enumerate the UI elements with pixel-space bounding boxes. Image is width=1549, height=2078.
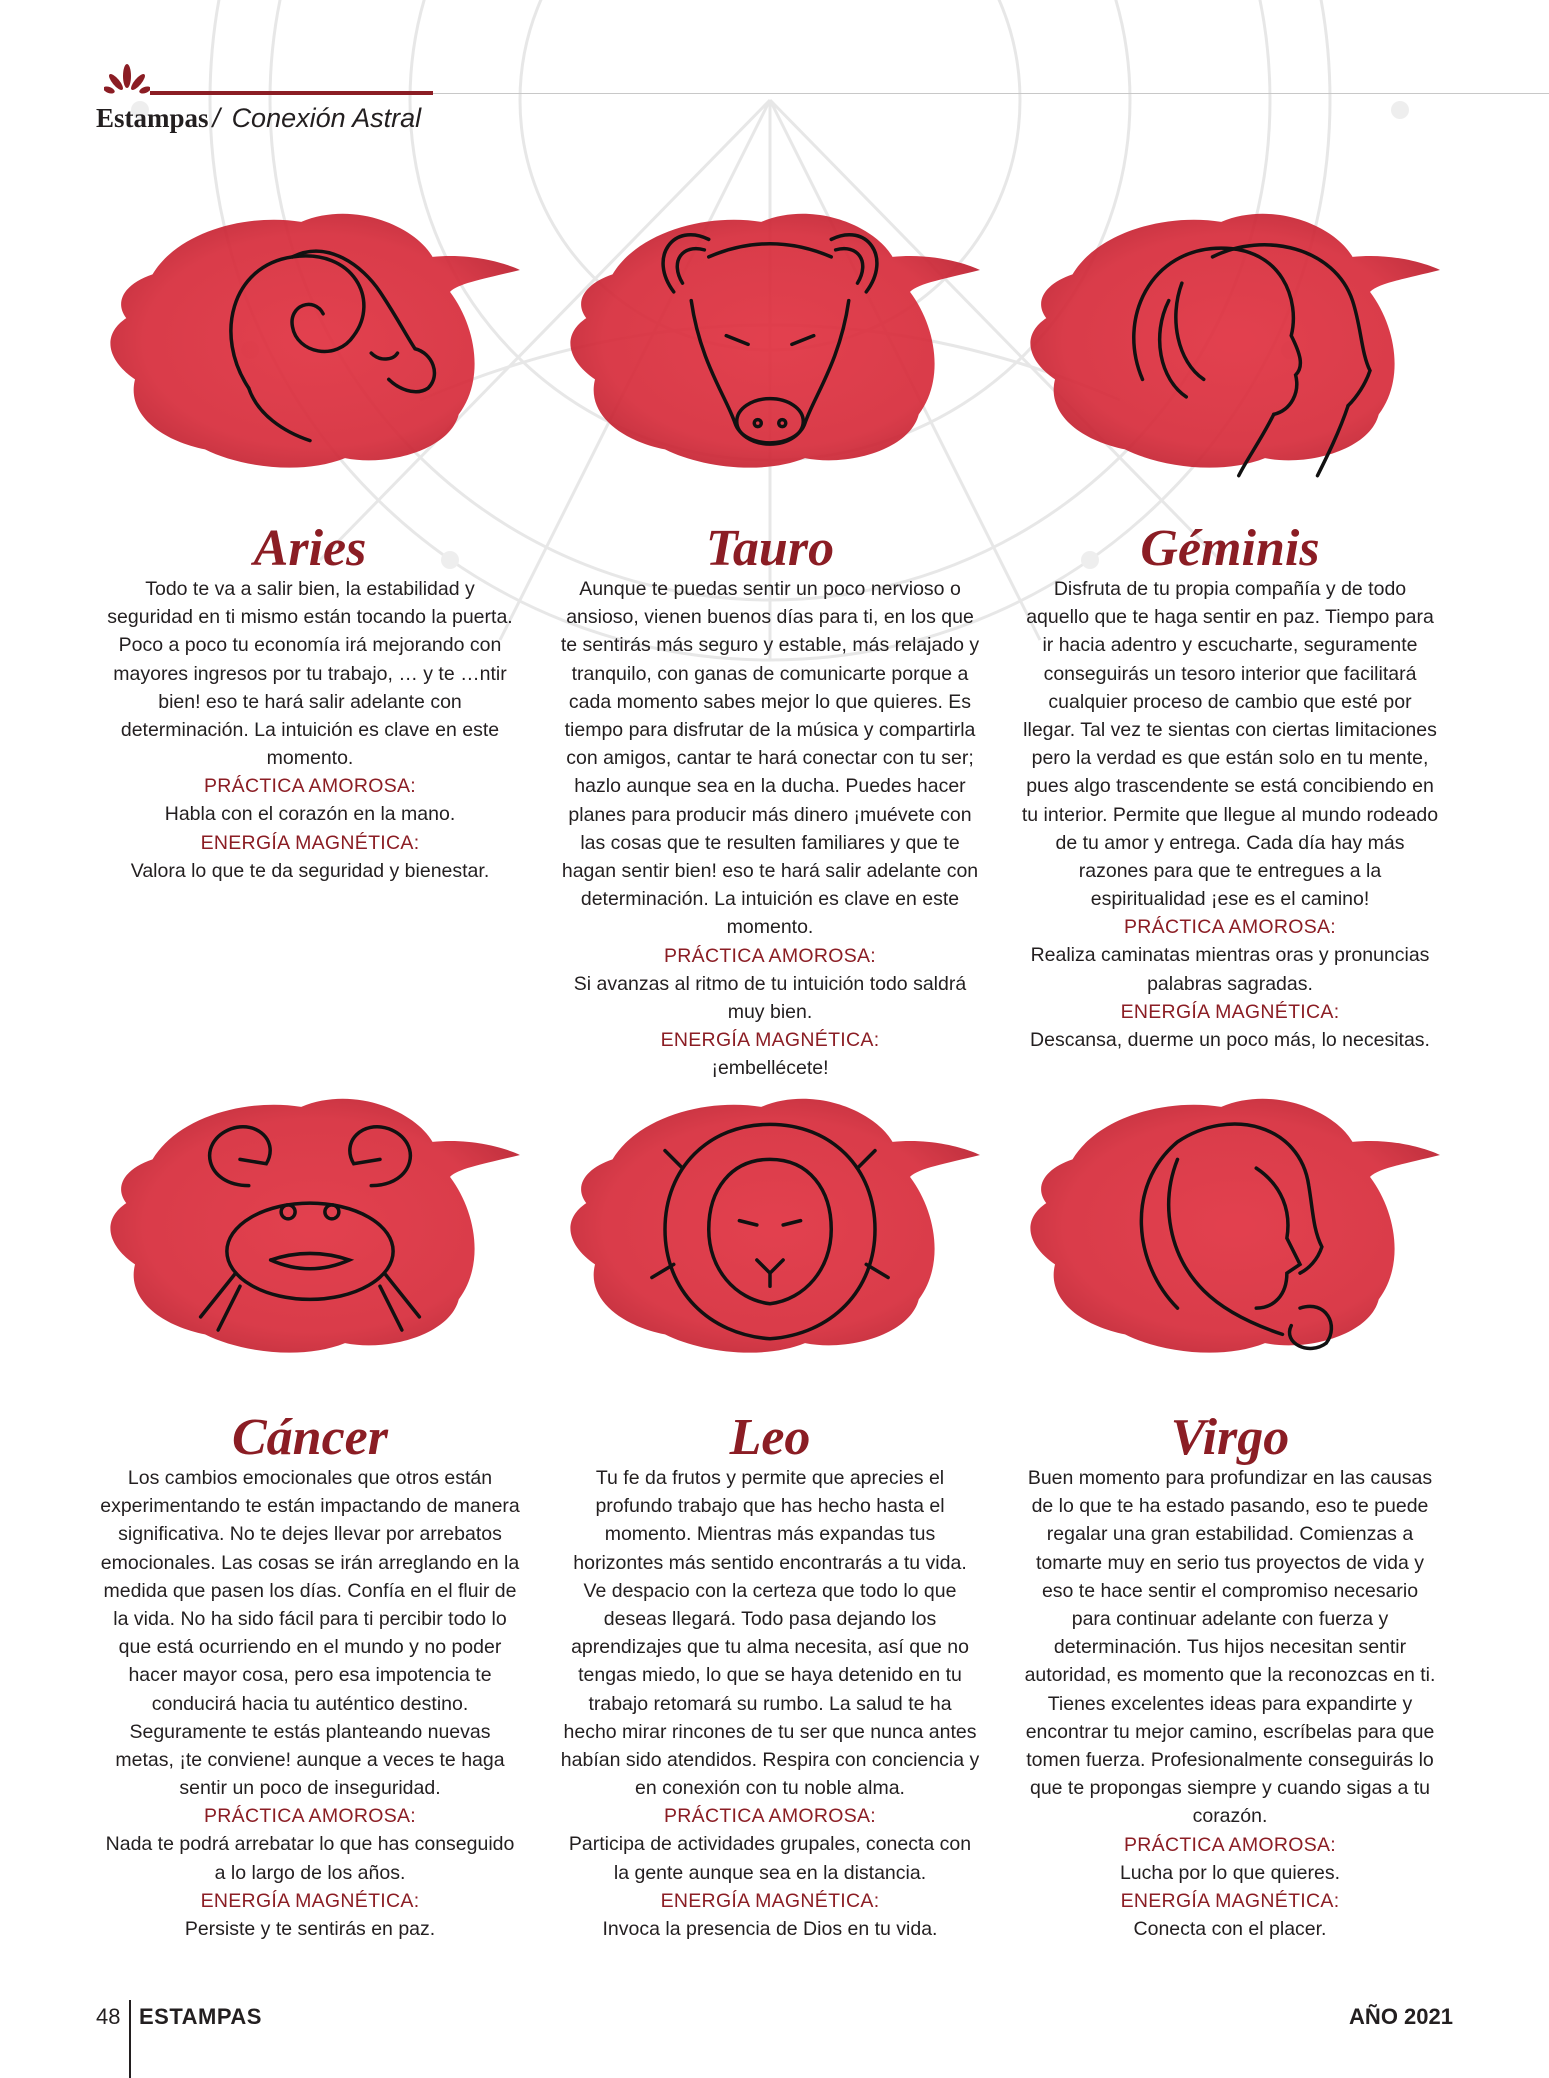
sign-title: Cáncer [232,1409,388,1466]
footer-magazine: ESTAMPAS [139,2004,262,2029]
sign-title: Aries [253,520,367,577]
magazine-label: Estampas [96,103,209,133]
sign-description: Disfruta de tu propia compañía y de todo aquello que te haga sentir en paz. Tiempo para ir hacia adentro y escucharte, seguramente conseguirás un tesoro interior que facilitará cualquier proceso de cambio que esté por llegar. Tal vez te sientas con ciertas limitaciones pero la verdad es que están solo en tu mente, pues algo trascendente se está concibiendo en tu interior. Permite que llegue al mundo rodeado de tu amor y entrega. Cada día hay más razones para que te entregues a la espiritualidad ¡ese es el camino! [1021,578,1439,911]
sign-text-block [1020,1409,1440,1943]
energy-label: ENERGÍA MAGNÉTICA: [200,1889,420,1912]
practice-label: PRÁCTICA AMOROSA: [1123,1833,1337,1856]
practice-text: Si avanzas al ritmo de tu intuición todo saldrá muy bien. [573,972,967,1023]
energy-text: Persiste y te sentirás en paz. [184,1917,436,1940]
practice-text: Nada te podrá arrebatar lo que has conseguido a lo largo de los años. [105,1833,515,1884]
practice-text: Participa de actividades grupales, conecta con la gente aunque sea en la distancia. [568,1833,972,1884]
section-header [96,103,421,134]
sign-text-block [1020,520,1440,1054]
energy-text: Valora lo que te da seguridad y bienestar. [130,859,490,882]
energy-text: ¡embellécete! [711,1057,829,1080]
footer-year: AÑO 2021 [1349,2004,1453,2029]
energy-label: ENERGÍA MAGNÉTICA: [200,831,420,854]
sign-title: Tauro [705,520,835,577]
maiden-face-icon [1020,1075,1440,1375]
twins-faces-icon [1020,190,1440,490]
sign-description: Buen momento para profundizar en las causas de lo que te ha estado pasando, eso te puede regalar una gran estabilidad. Comienzas a tomarte muy en serio tus proyectos de vida y eso te hace sentir el compromiso necesario para continuar adelante con fuerza y determinación. Tus hijos necesitan sentir autoridad, es momento que la reconozcas en ti. Tienes excelentes ideas para expandirte y encontrar tu mejor camino, escríbelas para que tomen fuerza. Profesionalmente conseguirás lo que te propongas siempre y cuando sigas a tu corazón. [1024,1467,1436,1828]
practice-text: Habla con el corazón en la mano. [164,803,456,826]
header-accent-line [150,91,433,95]
sign-text-block [100,1409,520,1943]
sign-text-block [560,1409,980,1943]
practice-label: PRÁCTICA AMOROSA: [663,944,877,967]
practice-label: PRÁCTICA AMOROSA: [203,775,417,798]
sign-text-block [100,520,520,885]
sign-description: Tu fe da frutos y permite que aprecies el profundo trabajo que has hecho hasta el momento. Mientras más expandas tus horizontes más sentido encontrarás a tu vida. Ve despacio con la certeza que todo lo que deseas llegará. Todo pasa dejando los aprendizajes que tu alma necesita, así que no tengas miedo, lo que se haya detenido en tu trabajo retomará su rumbo. La salud te ha hecho mirar rincones de tu ser que nunca antes habían sido atendidos. Respira con conciencia y en conexión con tu noble alma. [560,1467,980,1800]
footer-divider [129,2000,131,2078]
energy-label: ENERGÍA MAGNÉTICA: [660,1029,880,1052]
practice-text: Lucha por lo que quieres. [1119,1861,1341,1884]
section-separator: / [212,103,221,133]
practice-label: PRÁCTICA AMOROSA: [663,1805,877,1828]
header-rule [433,93,1549,94]
sign-description: Aunque te puedas sentir un poco nervioso o ansioso, vienen buenos días para ti, en los que te sentirás más seguro y estable, más relajado y tranquilo, con ganas de comunicarte porque a cada momento sabes mejor lo que quieres. Es tiempo para disfrutar de la música y compartirla con amigos, cantar te hará conectar con tu ser; hazlo aunque sea en la ducha. Puedes hacer planes para producir más dinero ¡muévete con las cosas que te resulten familiares y que te hagan sentir bien! eso te hará salir adelante con determinación. La intuición es clave en este momento. [560,578,980,939]
energy-label: ENERGÍA MAGNÉTICA: [1120,1889,1340,1912]
practice-label: PRÁCTICA AMOROSA: [1123,916,1337,939]
practice-label: PRÁCTICA AMOROSA: [203,1805,417,1828]
sign-title: Géminis [1140,520,1320,577]
crab-icon [100,1075,520,1375]
energy-text: Invoca la presencia de Dios en tu vida. [602,1917,938,1940]
practice-text: Realiza caminatas mientras oras y pronuncias palabras sagradas. [1030,944,1430,995]
energy-label: ENERGÍA MAGNÉTICA: [1120,1000,1340,1023]
energy-text: Descansa, duerme un poco más, lo necesitas. [1030,1028,1430,1051]
sign-title: Leo [729,1409,811,1466]
page-number: 48 [96,2004,121,2029]
section-title: Conexión Astral [231,103,422,133]
sign-text-block [560,520,980,1082]
flower-ornament-icon [104,62,150,96]
sign-description: Los cambios emocionales que otros están experimentando te están impactando de manera significativa. No te dejes llevar por arrebatos emocionales. Las cosas se irán arreglando en la medida que pasen los días. Confía en el fluir de la vida. No ha sido fácil para ti percibir todo lo que está ocurriendo en el mundo y no poder hacer mayor cosa, pero esa impotencia te conducirá hacia tu auténtico destino. Seguramente te estás planteando nuevas metas, ¡te conviene! aunque a veces te haga sentir un poco de inseguridad. [100,1467,520,1800]
lion-head-icon [560,1075,980,1375]
sign-description: Todo te va a salir bien, la estabilidad y seguridad en ti mismo están tocando la puerta. Poco a poco tu economía irá mejorando con mayores ingresos por tu trabajo, … y te …ntir bien! eso te hará salir adelante con determinación. La intuición es clave en este momento. [107,578,513,770]
energy-text: Conecta con el placer. [1133,1917,1327,1940]
bull-head-icon [560,190,980,490]
energy-label: ENERGÍA MAGNÉTICA: [660,1889,880,1912]
sign-title: Virgo [1170,1409,1290,1466]
ram-head-icon [100,190,520,490]
